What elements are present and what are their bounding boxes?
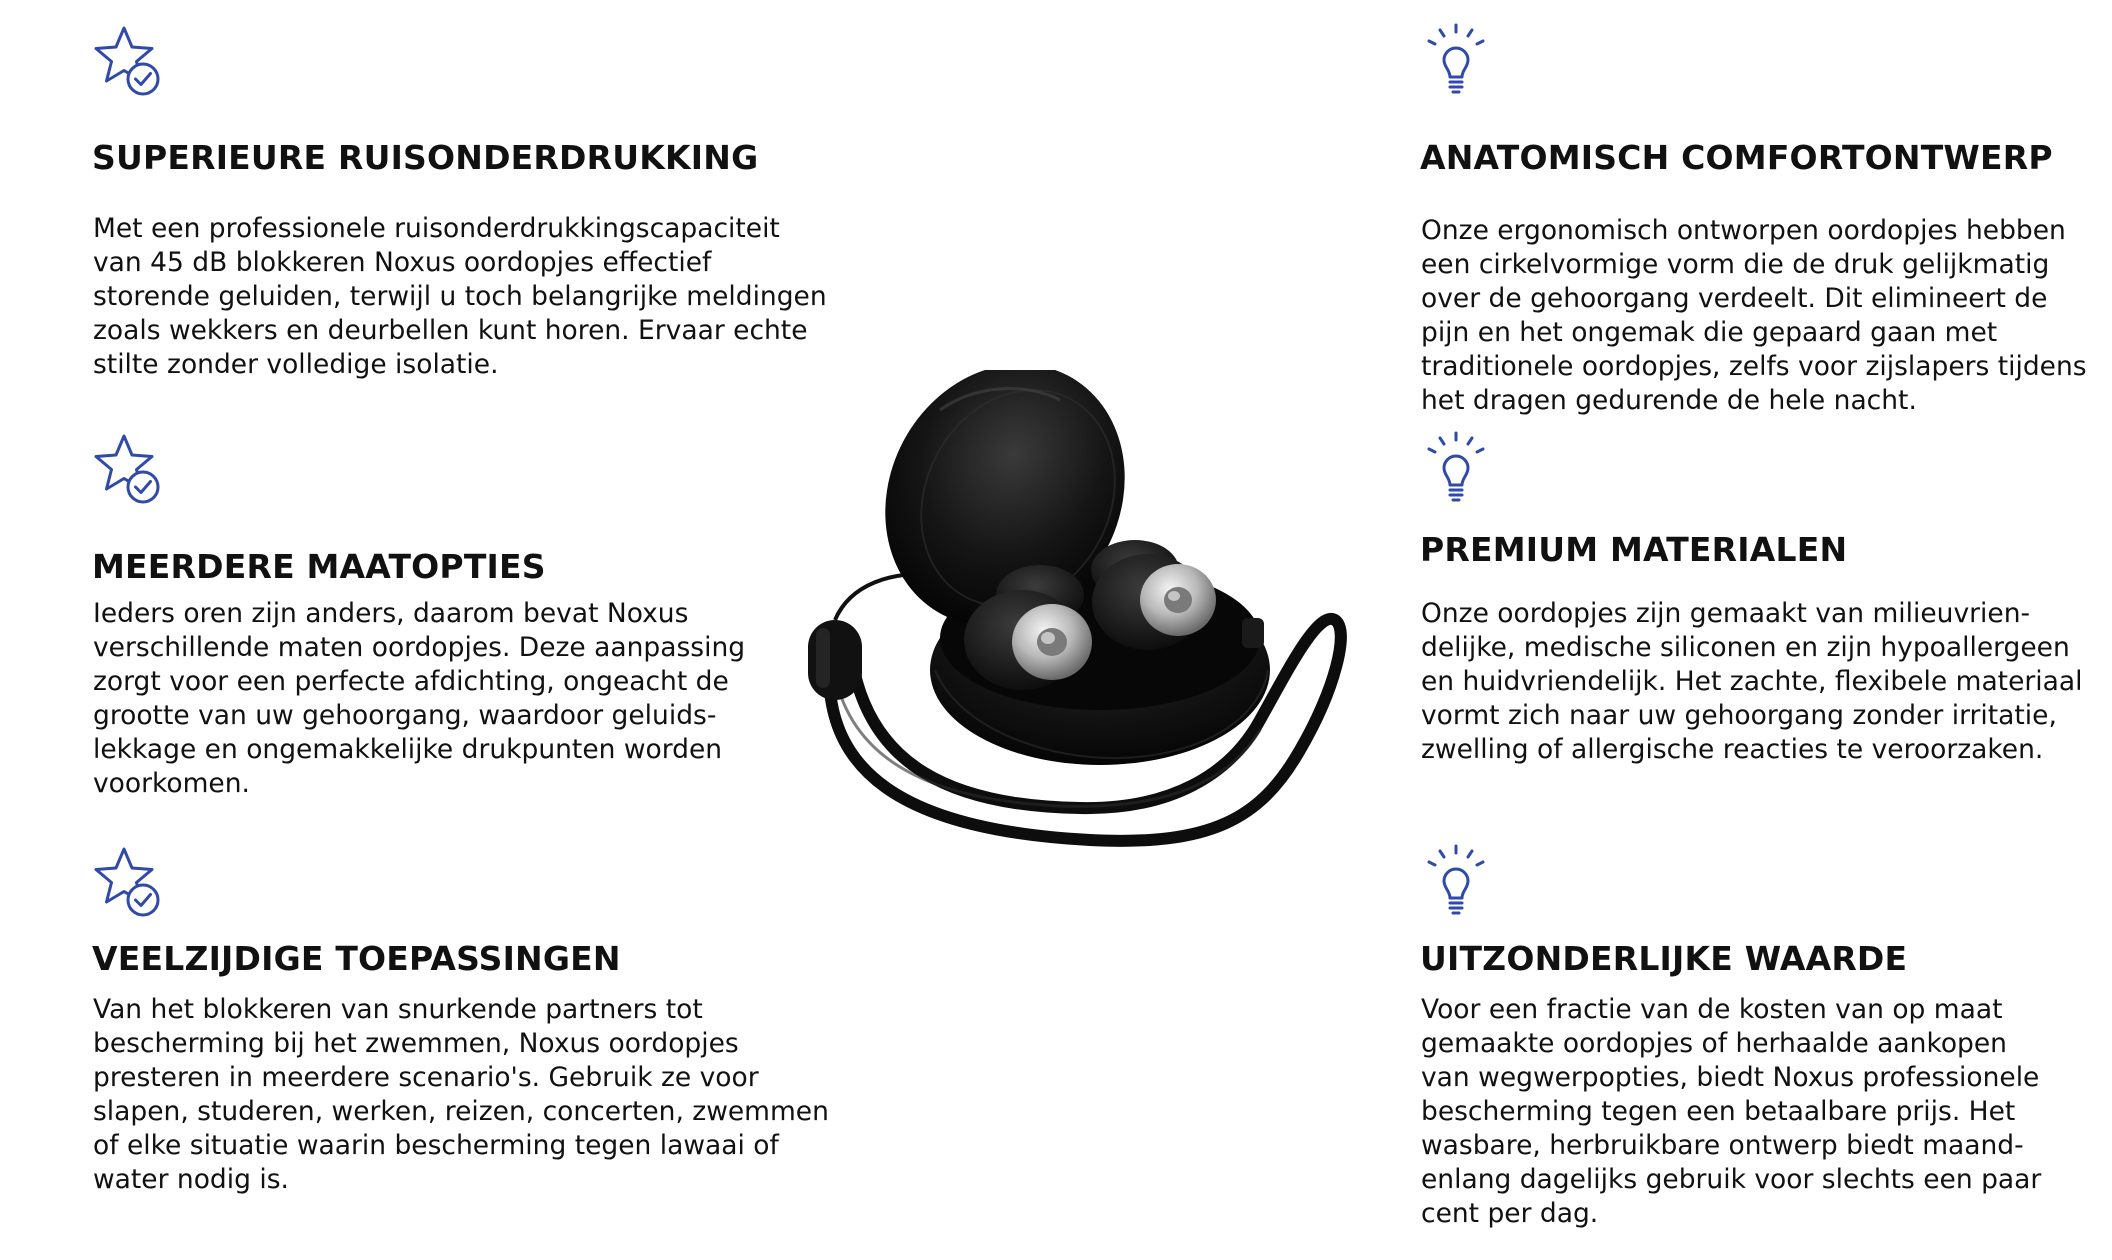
- earplugs-case-with-lanyard: [790, 370, 1390, 930]
- lightbulb-icon: [1420, 430, 1496, 506]
- feature-description: Met een professionele ruisonderdrukkingscapaciteit van 45 dB blokkeren Noxus oordopjes effectief storende geluiden, terwijl u toch belangrijke meldingen zoals wekkers en deurbellen kunt horen. Ervaar echte stilte zonder volledige isolatie.: [93, 213, 827, 380]
- feature-description: Voor een fractie van de kosten van op maat gemaakte oordopjes of herhaalde aankopen van wegwerpopties, biedt Noxus professionele bescherming tegen een betaalbare prijs. Het wasbare, herbruikbare ontwerp biedt maand- enlang dagelijks gebruik voor slechts een paar cent per dag.: [1421, 994, 2042, 1229]
- feature-description: Onze ergonomisch ontworpen oordopjes hebben een cirkelvormige vorm die de druk gelijkmatig over de gehoorgang verdeelt. Dit elimineert de pijn en het ongemak die gepaard gaan met traditionele oordopjes, zelfs voor zijslapers tijdens het dragen gedurende de hele nacht.: [1421, 215, 2087, 416]
- lightbulb-icon: [1420, 22, 1496, 98]
- feature-description: Ieders oren zijn anders, daarom bevat Noxus verschillende maten oordopjes. Deze aanpassing zorgt voor een perfecte afdichting, ongeacht de grootte van uw gehoorgang, waardoor geluids- lekkage en ongemakkelijke drukpunten worden voorkomen.: [93, 598, 746, 799]
- feature-title: VEELZIJDIGE TOEPASSINGEN: [92, 939, 621, 978]
- star-check-icon: [92, 430, 168, 506]
- star-check-icon: [92, 843, 168, 919]
- feature-description: Onze oordopjes zijn gemaakt van milieuvrien- delijke, medische siliconen en zijn hypoallergeen en huidvriendelijk. Het zachte, flexibele materiaal vormt zich naar uw gehoorgang zonder irritatie, zwelling of allergische reacties te veroorzaken.: [1421, 598, 2083, 765]
- feature-title: SUPERIEURE RUISONDERDRUKKING: [92, 138, 759, 177]
- feature-title: PREMIUM MATERIALEN: [1420, 530, 1848, 569]
- lightbulb-icon: [1420, 843, 1496, 919]
- feature-title: ANATOMISCH COMFORTONTWERP: [1420, 138, 2053, 177]
- star-check-icon: [92, 22, 168, 98]
- feature-title: MEERDERE MAATOPTIES: [92, 547, 546, 586]
- feature-title: UITZONDERLIJKE WAARDE: [1420, 939, 1908, 978]
- feature-description: Van het blokkeren van snurkende partners tot bescherming bij het zwemmen, Noxus oordopjes presteren in meerdere scenario's. Gebruik ze voor slapen, studeren, werken, reizen, concerten, zwemmen of elke situatie waarin bescherming tegen lawaai of water nodig is.: [93, 994, 829, 1195]
